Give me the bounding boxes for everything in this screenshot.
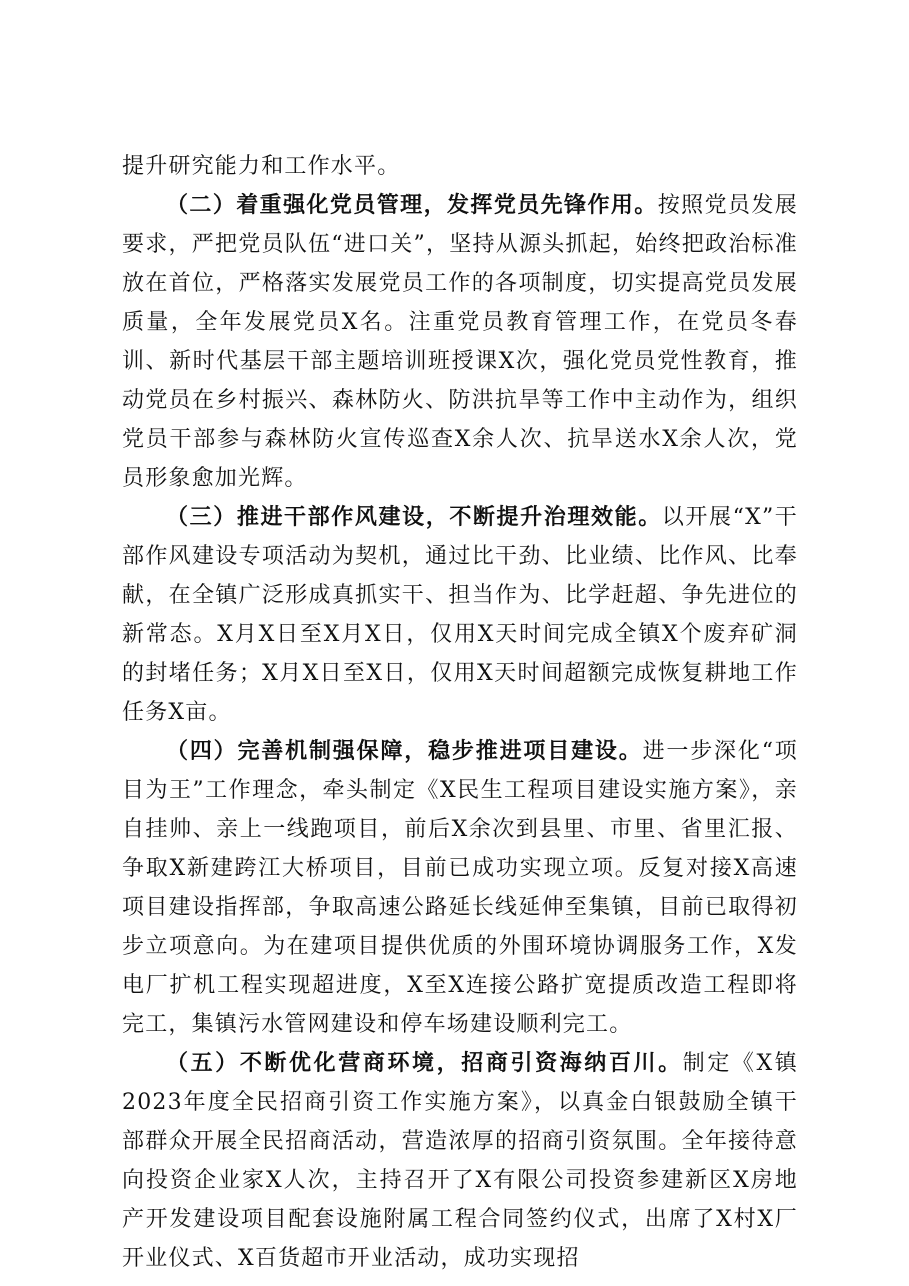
paragraph-3: [122, 498, 798, 732]
paragraph-5-heading: （五）不断优化营商环境，招商引资海纳百川。: [166, 1050, 683, 1076]
paragraph-4-heading: （四）完善机制强保障，稳步推进项目建设。: [166, 738, 643, 764]
paragraph-2-body: 按照党员发展要求，严把党员队伍“进口关”，坚持从源头抓起，始终把政治标准放在首位，严格落实发展党员工作的各项制度，切实提高党员发展质量，全年发展党员X名。注重党员教育管理工作，在党员冬春训、新时代基层干部主题培训班授课X次，强化党员党性教育，推动党员在乡村振兴、森林防火、防洪抗旱等工作中主动作为，组织党员干部参与森林防火宣传巡查X余人次、抗旱送水X余人次，党员形象愈加光辉。: [122, 193, 799, 491]
paragraph-4-body: 进一步深化“项目为王”工作理念，牵头制定《X民生工程项目建设实施方案》，亲自挂帅、亲上一线跑项目，前后X余次到县里、市里、省里汇报、争取X新建跨江大桥项目，目前已成功实现立项。反复对接X高速项目建设指挥部，争取高速公路延长线延伸至集镇，目前已取得初步立项意向。为在建项目提供优质的外围环境协调服务工作，X发电厂扩机工程实现超进度，X至X连接公路扩宽提质改造工程即将完工，集镇污水管网建设和停车场建设顺利完工。: [122, 739, 798, 1037]
paragraph-3-body: 以开展“X”干部作风建设专项活动为契机，通过比干劲、比业绩、比作风、比奉献，在全镇广泛形成真抓实干、担当作为、比学赶超、争先进位的新常态。X月X日至X月X日，仅用X天时间完成全镇X个废弃矿洞的封堵任务；X月X日至X日，仅用X天时间超额完成恢复耕地工作任务X亩。: [122, 505, 799, 725]
paragraph-1: [122, 147, 798, 186]
document-body: [122, 147, 798, 1278]
paragraph-5-body: 制定《X镇2023年度全民招商引资工作实施方案》，以真金白银鼓励全镇干部群众开展全民招商活动，营造浓厚的招商引资氛围。全年接待意向投资企业家X人次，主持召开了X有限公司投资参建新区X房地产开发建设项目配套设施附属工程合同签约仪式，出席了X村X厂开业仪式、X百货超市开业活动，成功实现招: [122, 1051, 799, 1271]
paragraph-2: [122, 186, 798, 498]
paragraph-4: [122, 732, 798, 1044]
paragraph-2-heading: （二）着重强化党员管理，发挥党员先锋作用。: [166, 192, 658, 218]
paragraph-1-body: 提升研究能力和工作水平。: [122, 154, 401, 179]
paragraph-3-heading: （三）推进干部作风建设，不断提升治理效能。: [166, 504, 662, 530]
paragraph-5: [122, 1044, 798, 1278]
